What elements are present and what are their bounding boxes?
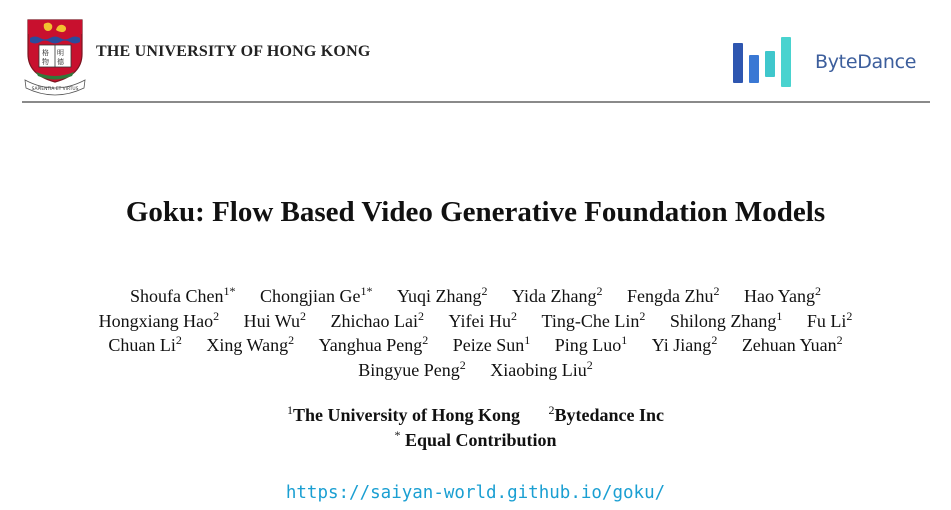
author: Xing Wang$^2$ — [206, 333, 295, 355]
author: Zehuan Yuan$^2$ — [741, 333, 843, 355]
svg-text:格: 格 — [42, 49, 49, 57]
author: Shoufa Chen$^{1*}$ — [130, 284, 236, 306]
equal-contribution-note: * Equal Contribution — [394, 428, 557, 450]
author: Yida Zhang$^2$ — [512, 284, 603, 306]
author: Fengda Zhu$^2$ — [626, 284, 720, 306]
svg-text:物: 物 — [42, 58, 49, 66]
author: Bingyue Peng$^2$ — [358, 357, 466, 380]
bytedance-wordmark: ByteDance — [815, 51, 917, 73]
affiliation-hku: $^1$The University of Hong Kong — [286, 403, 520, 425]
author: Chuan Li$^2$ — [108, 333, 182, 355]
paper-title: Goku: Flow Based Video Generative Foundation Models — [125, 196, 826, 228]
svg-text:明: 明 — [57, 49, 64, 57]
author-line-1 — [0, 284, 951, 309]
svg-text:德: 德 — [57, 58, 64, 66]
author: Peize Sun$^1$ — [452, 333, 531, 355]
author: Yi Jiang$^2$ — [651, 333, 718, 355]
author-line-2 — [0, 309, 951, 334]
author: Hongxiang Hao$^2$ — [98, 308, 220, 331]
author: Yifei Hu$^2$ — [448, 308, 518, 331]
hku-crest-logo — [22, 16, 88, 96]
author-line-4 — [0, 358, 951, 383]
hku-institution-name: THE UNIVERSITY OF HONG KONG — [96, 43, 371, 60]
author: Ting-Che Lin$^2$ — [541, 308, 646, 331]
crest-motto: SAPIENTIA ET VIRTUS — [31, 87, 79, 92]
author: Chongjian $Ge^{1*}$ — [260, 284, 373, 306]
author: Xiaobing Liu$^2$ — [490, 357, 593, 380]
bytedance-logo — [731, 33, 795, 89]
page-header — [0, 0, 951, 104]
author: Yanghua Peng$^2$ — [318, 333, 429, 355]
author: Yuqi Zhang$^2$ — [397, 284, 488, 306]
author: Fu Li$^2$ — [806, 308, 853, 331]
affiliation-bytedance: $^2$Bytedance Inc — [548, 403, 664, 425]
author: Shilong Zhang$^1$ — [669, 308, 783, 331]
author: Hao Yang$^2$ — [743, 284, 821, 306]
author: Hui Wu$^2$ — [243, 308, 307, 331]
affiliation-line — [0, 403, 951, 428]
author: Zhichao Lai$^2$ — [330, 308, 425, 331]
project-url-link[interactable]: https://saiyan-world.github.io/goku/ — [285, 483, 666, 503]
author-list — [0, 284, 951, 382]
affiliations — [0, 403, 951, 453]
header-divider — [22, 101, 930, 103]
author-line-3 — [0, 333, 951, 358]
author: Ping Luo$^1$ — [554, 333, 628, 355]
